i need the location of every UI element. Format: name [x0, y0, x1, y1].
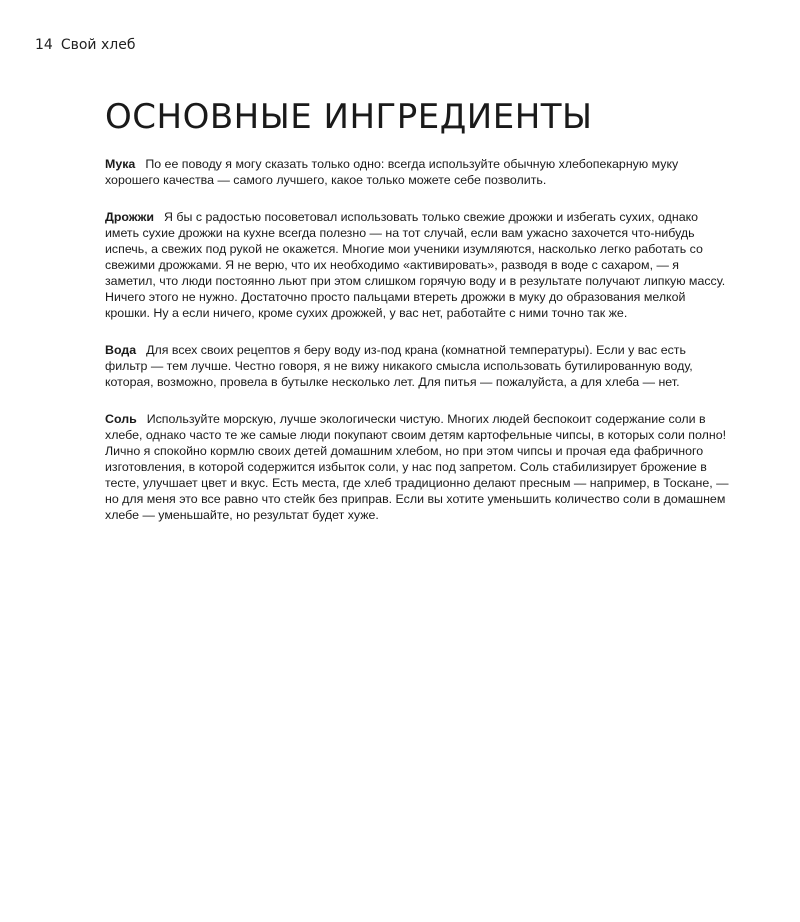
entry-term: Дрожжи [105, 210, 154, 224]
entry-text: По ее поводу я могу сказать только одно: всегда используйте обычную хлебопекарную муку хорошего качества — самого лучшего, какое только можете себе позволить. [105, 157, 679, 187]
entry-salt [105, 411, 729, 523]
entry-water [105, 342, 729, 390]
entry-flour [105, 156, 729, 188]
entry-term: Соль [105, 412, 137, 426]
running-header [35, 37, 135, 53]
page-number: 14 [35, 37, 53, 53]
book-title: Свой хлеб [60, 37, 136, 53]
entry-term: Вода [105, 343, 137, 357]
entry-text: Используйте морскую, лучше экологически чистую. Многих людей беспокоит содержание соли в хлебе, однако часто те же самые люди покупают своим детям картофельные чипсы, в которых соли полно! Лично я спокойно кормлю своих детей домашним хлебом, но при этом чипсы и прочая еда фабричного изготовления, в которой содержится избыток соли, у нас под запретом. Соль стабилизирует брожение в тесте, улучшает цвет и вкус. Есть места, где хлеб традиционно делают пресным — например, в Тоскане, — но для меня это все равно что стейк без приправ. Если вы хотите уменьшить количество соли в домашнем хлебе — уменьшайте, но результат будет хуже. [105, 412, 729, 522]
entry-yeast [105, 209, 729, 321]
entry-text: Я бы с радостью посоветовал использовать только свежие дрожжи и избегать сухих, однако иметь сухие дрожжи на кухне всегда полезно — на тот случай, если вам ужасно захочется что-нибудь испечь, а свежих под рукой не окажется. Многие мои ученики изумляются, насколько легко работать со свежими дрожжами. Я не верю, что их необходимо «активировать», разводя в воде с сахаром, — я заметил, что люди постоянно льют при этом слишком горячую воду и в результате получают липкую массу. Ничего этого не нужно. Достаточно просто пальцами втереть дрожжи в муку до образования мелкой крошки. Ну а если ничего, кроме сухих дрожжей, у вас нет, работайте с ними точно так же. [105, 210, 726, 320]
entry-text: Для всех своих рецептов я беру воду из-под крана (комнатной температуры). Если у вас есть фильтр — тем лучше. Честно говоря, я не вижу никакого смысла использовать бутилированную воду, которая, возможно, провела в бутылке несколько лет. Для питья — пожалуйста, а для хлеба — нет. [105, 343, 693, 389]
entry-term: Мука [105, 157, 136, 171]
ingredients-section [105, 156, 729, 544]
page-title: ОСНОВНЫЕ ИНГРЕДИЕНТЫ [105, 97, 593, 137]
